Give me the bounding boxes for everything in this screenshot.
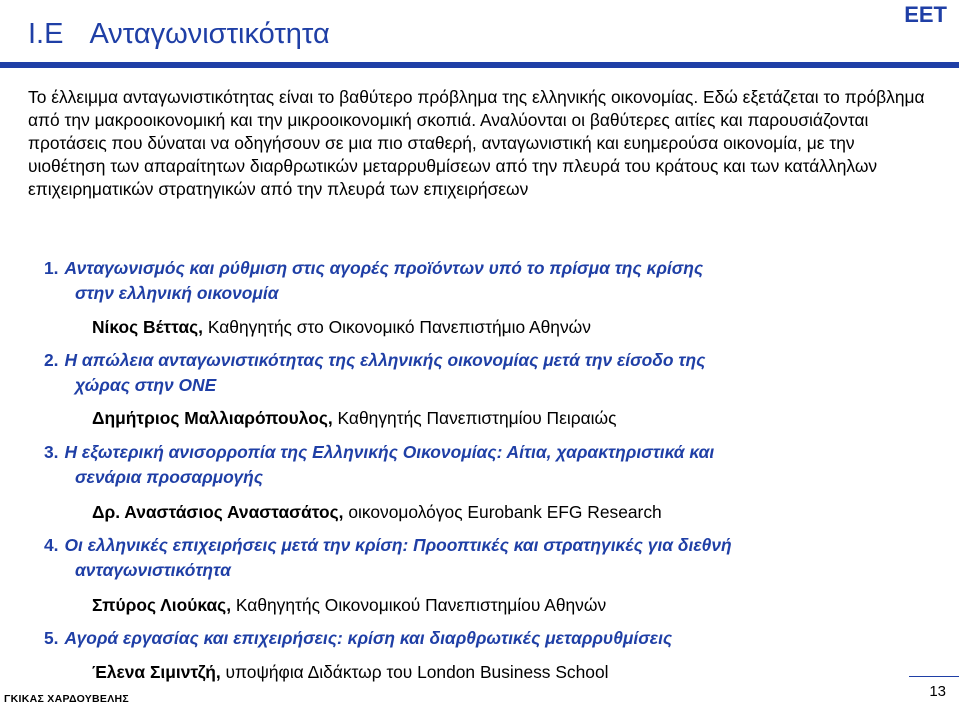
topic-3-speaker [92, 501, 662, 523]
topic-5-speaker [92, 661, 609, 683]
header-rule [0, 62, 959, 68]
speaker-name: Δημήτριος Μαλλιαρόπουλος, [92, 408, 333, 428]
topic-2-title [44, 348, 705, 398]
speaker-name: Δρ. Αναστάσιος Αναστασάτος, [92, 502, 344, 522]
topic-line: Ανταγωνισμός και ρύθμιση στις αγορές προϊόντων υπό το πρίσμα της κρίσης [64, 258, 704, 278]
speaker-name: Νίκος Βέττας, [92, 317, 204, 337]
topic-4-speaker [92, 594, 606, 616]
topic-5-title [44, 626, 672, 651]
speaker-role: υποψήφια Διδάκτωρ του London Business School [220, 662, 609, 682]
page-number: 13 [929, 683, 946, 700]
topic-index: 1. [44, 258, 59, 278]
topic-index: 2. [44, 350, 59, 370]
speaker-role: Καθηγητής στο Οικονομικό Πανεπιστήμιο Αθηνών [203, 317, 591, 337]
topic-2-speaker [92, 407, 617, 429]
topic-line: στην ελληνική οικονομία [75, 283, 279, 303]
topic-1-title [44, 256, 703, 306]
topic-line: Η απώλεια ανταγωνιστικότητας της ελληνικής οικονομίας μετά την είσοδο της [64, 350, 706, 370]
section-number: I.E [28, 18, 64, 50]
topic-line: Οι ελληνικές επιχειρήσεις μετά την κρίση: Προοπτικές και στρατηγικές για διεθνή [64, 535, 732, 555]
topic-line: σενάρια προσαρμογής [75, 467, 264, 487]
intro-paragraph: Το έλλειμμα ανταγωνιστικότητας είναι το βαθύτερο πρόβλημα της ελληνικής οικονομίας. Εδώ εξετάζεται το πρόβλημα από την μακροοικονομική και την μικροοικονομική σκοπιά. Αναλύονται οι βαθύτερες αιτίες και παρουσιάζονται προτάσεις που δύναται να οδηγήσουν σε μια πιο σταθερή, ανταγωνιστική και ευημερούσα οικονομία, με την υιοθέτηση των απαραίτητων διαρθρωτικών μεταρρυθμίσεων από την πλευρά του κράτους και των κατάλληλων επιχειρηματικών στρατηγικών από την πλευρά των επιχειρήσεων [28, 87, 925, 199]
topic-index: 3. [44, 442, 59, 462]
topic-line: χώρας στην ΟΝΕ [75, 375, 217, 395]
topic-1-speaker [92, 316, 591, 338]
topic-3-title [44, 440, 714, 490]
speaker-name: Έλενα Σιμιντζή, [92, 662, 221, 682]
topic-line: ανταγωνιστικότητα [75, 560, 231, 580]
topic-4-title [44, 533, 732, 583]
footer-rule [909, 676, 959, 677]
topic-line: Η εξωτερική ανισορροπία της Ελληνικής Οικονομίας: Αίτια, χαρακτηριστικά και [64, 442, 715, 462]
speaker-role: οικονομολόγος Eurobank EFG Research [343, 502, 662, 522]
topic-index: 4. [44, 535, 59, 555]
speaker-role: Καθηγητής Οικονομικού Πανεπιστημίου Αθηνών [231, 595, 607, 615]
speaker-name: Σπύρος Λιούκας, [92, 595, 232, 615]
footer-author: ΓΚΙΚΑΣ ΧΑΡΔΟΥΒΕΛΗΣ [4, 693, 130, 705]
slide-title [28, 18, 330, 51]
section-title: Ανταγωνιστικότητα [89, 18, 330, 50]
topic-line: Αγορά εργασίας και επιχειρήσεις: κρίση και διαρθρωτικές μεταρρυθμίσεις [64, 628, 673, 648]
brand-label: ΕΕΤ [904, 2, 947, 27]
speaker-role: Καθηγητής Πανεπιστημίου Πειραιώς [332, 408, 617, 428]
topic-index: 5. [44, 628, 59, 648]
